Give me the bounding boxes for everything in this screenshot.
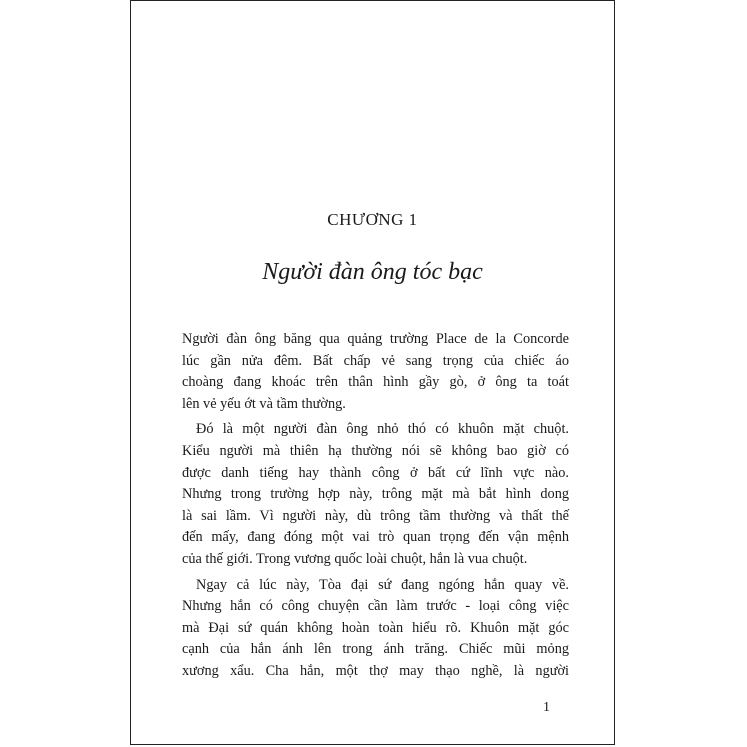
- paragraph-2: [182, 419, 569, 570]
- body-text: [182, 329, 569, 687]
- text-line: Nhưng hắn có công chuyện cần làm trước - loại công việc: [182, 598, 569, 615]
- text-line: đến mấy, đang đóng một vai trò quan trọng đến vận mệnh: [182, 529, 569, 546]
- text-line: Đó là một người đàn ông nhỏ thó có khuôn mặt chuột.: [196, 421, 569, 438]
- text-line: là sai lầm. Vì người này, dù trông tầm thường và thất thế: [182, 507, 569, 524]
- text-line: cạnh của hắn ánh lên trong ánh trăng. Chiếc mũi mỏng: [182, 641, 569, 658]
- text-line: Ngay cả lúc này, Tòa đại sứ đang ngóng hắn quay về.: [196, 576, 569, 593]
- text-line: được danh tiếng hay thành công ở bất cứ lĩnh vực nào.: [182, 464, 569, 481]
- text-line: lên vẻ yếu ớt và tầm thường.: [182, 395, 346, 412]
- text-line: mà Đại sứ quán không hoàn toàn hiểu rõ. Khuôn mặt góc: [182, 619, 569, 636]
- text-line: Nhưng trong trường hợp này, trông mặt mà bắt hình dong: [182, 486, 569, 503]
- book-page: [130, 0, 615, 745]
- text-line: Kiểu người mà thiên hạ thường nói sẽ không bao giờ có: [182, 442, 569, 459]
- paragraph-1: [182, 329, 569, 415]
- text-line: xương xẩu. Cha hắn, một thợ may thạo nghề, là người: [182, 662, 569, 679]
- chapter-label: CHƯƠNG 1: [327, 210, 418, 229]
- text-line: Người đàn ông băng qua quảng trường Place de la Concorde: [182, 331, 569, 347]
- paragraph-3: [182, 575, 569, 683]
- text-line: lúc gần nửa đêm. Bất chấp vẻ sang trọng của chiếc áo: [182, 352, 569, 369]
- text-line: của thế giới. Trong vương quốc loài chuột, hắn là vua chuột.: [182, 550, 528, 567]
- chapter-title: Người đàn ông tóc bạc: [262, 259, 483, 285]
- text-line: choàng đang khoác trên thân hình gầy gò, ở ông ta toát: [182, 374, 569, 391]
- page-number: 1: [543, 700, 550, 715]
